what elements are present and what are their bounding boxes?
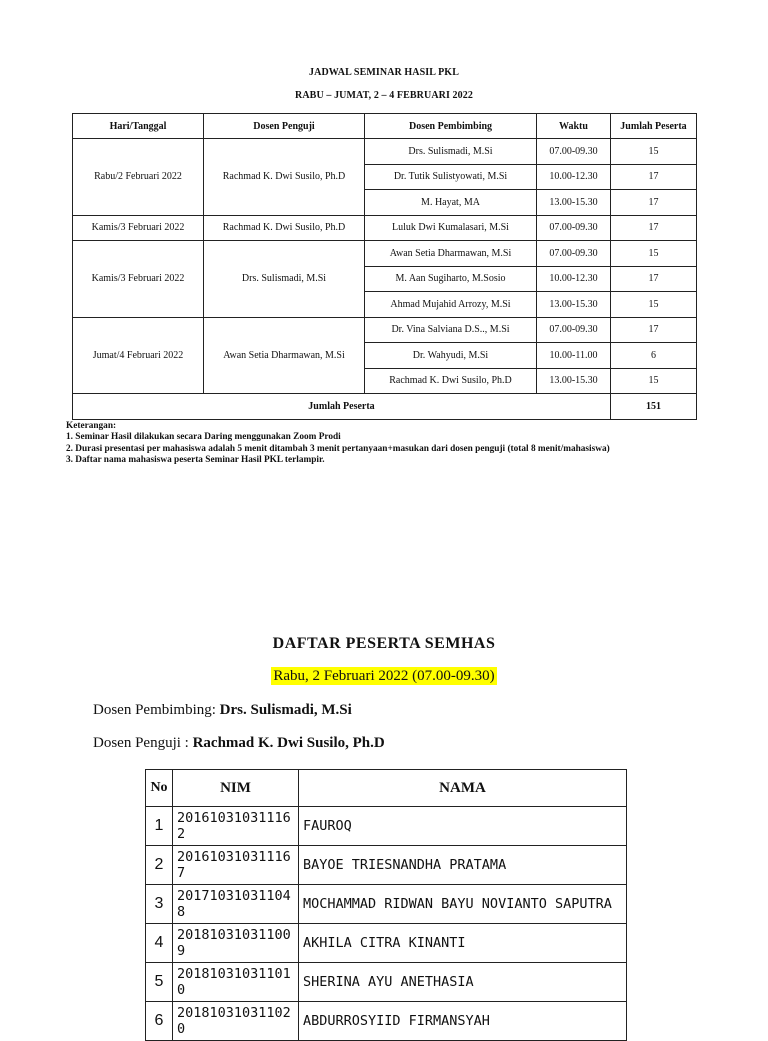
schedule-row: [73, 139, 697, 165]
row-nama: FAUROQ: [299, 807, 627, 846]
count-cell: 15: [611, 368, 697, 394]
time-cell: 10.00-12.30: [537, 266, 611, 292]
time-cell: 07.00-09.30: [537, 317, 611, 343]
header-no: No: [146, 770, 173, 807]
row-no: 4: [146, 924, 173, 963]
examiner-cell: Rachmad K. Dwi Susilo, Ph.D: [204, 215, 365, 241]
row-nim: 201810310311010: [173, 963, 299, 1002]
notes-heading: Keterangan:: [66, 421, 117, 431]
time-cell: 10.00-11.00: [537, 343, 611, 369]
row-no: 6: [146, 1002, 173, 1041]
advisor-cell: Dr. Vina Salviana D.S.., M.Si: [365, 317, 537, 343]
examiner-label: Dosen Penguji :: [93, 735, 193, 751]
day-cell: Kamis/3 Februari 2022: [73, 241, 204, 318]
header-nama: NAMA: [299, 770, 627, 807]
session-line: [0, 667, 768, 685]
examiner-name: Rachmad K. Dwi Susilo, Ph.D: [192, 735, 385, 751]
examiner-line: [93, 735, 385, 752]
day-cell: Kamis/3 Februari 2022: [73, 215, 204, 241]
table-row: [146, 807, 627, 846]
row-nama: AKHILA CITRA KINANTI: [299, 924, 627, 963]
session-highlight: Rabu, 2 Februari 2022 (07.00-09.30): [273, 668, 495, 684]
row-nama: BAYOE TRIESNANDHA PRATAMA: [299, 846, 627, 885]
time-cell: 07.00-09.30: [537, 139, 611, 165]
notes-section: [66, 421, 610, 467]
total-value: 151: [611, 394, 697, 420]
advisor-cell: Dr. Wahyudi, M.Si: [365, 343, 537, 369]
advisor-cell: Dr. Tutik Sulistyowati, M.Si: [365, 164, 537, 190]
header-examiner: Dosen Penguji: [204, 114, 365, 139]
schedule-row: [73, 241, 697, 267]
advisor-cell: Drs. Sulismadi, M.Si: [365, 139, 537, 165]
advisor-cell: Ahmad Mujahid Arrozy, M.Si: [365, 292, 537, 318]
participants-header-row: [146, 770, 627, 807]
advisor-line: [93, 702, 352, 719]
header-nim: NIM: [173, 770, 299, 807]
row-nim: 201610310311167: [173, 846, 299, 885]
row-no: 2: [146, 846, 173, 885]
row-no: 5: [146, 963, 173, 1002]
count-cell: 15: [611, 139, 697, 165]
time-cell: 13.00-15.30: [537, 292, 611, 318]
table-row: [146, 885, 627, 924]
day-cell: Jumat/4 Februari 2022: [73, 317, 204, 394]
table-row: [146, 1002, 627, 1041]
row-nim: 201810310311020: [173, 1002, 299, 1041]
advisor-cell: Awan Setia Dharmawan, M.Si: [365, 241, 537, 267]
row-nama: SHERINA AYU ANETHASIA: [299, 963, 627, 1002]
note-item: 3. Daftar nama mahasiswa peserta Seminar Hasil PKL terlampir.: [66, 455, 325, 466]
participants-table: [145, 769, 627, 1041]
count-cell: 6: [611, 343, 697, 369]
day-cell: Rabu/2 Februari 2022: [73, 139, 204, 216]
row-no: 3: [146, 885, 173, 924]
time-cell: 07.00-09.30: [537, 215, 611, 241]
advisor-label: Dosen Pembimbing:: [93, 702, 220, 718]
count-cell: 17: [611, 215, 697, 241]
time-cell: 13.00-15.30: [537, 368, 611, 394]
advisor-cell: M. Aan Sugiharto, M.Sosio: [365, 266, 537, 292]
advisor-cell: M. Hayat, MA: [365, 190, 537, 216]
row-nim: 201610310311162: [173, 807, 299, 846]
examiner-cell: Drs. Sulismadi, M.Si: [204, 241, 365, 318]
table-row: [146, 924, 627, 963]
examiner-cell: Awan Setia Dharmawan, M.Si: [204, 317, 365, 394]
count-cell: 15: [611, 292, 697, 318]
advisor-cell: Rachmad K. Dwi Susilo, Ph.D: [365, 368, 537, 394]
header-advisor: Dosen Pembimbing: [365, 114, 537, 139]
schedule-header-row: [73, 114, 697, 139]
examiner-cell: Rachmad K. Dwi Susilo, Ph.D: [204, 139, 365, 216]
row-no: 1: [146, 807, 173, 846]
header-time: Waktu: [537, 114, 611, 139]
note-item: 2. Durasi presentasi per mahasiswa adalah 5 menit ditambah 3 menit pertanyaan+masukan dari dosen penguji (total 8 menit/mahasiswa): [66, 443, 610, 454]
schedule-row: [73, 215, 697, 241]
time-cell: 07.00-09.30: [537, 241, 611, 267]
advisor-cell: Luluk Dwi Kumalasari, M.Si: [365, 215, 537, 241]
total-label: Jumlah Peserta: [73, 394, 611, 420]
schedule-title: JADWAL SEMINAR HASIL PKL: [309, 67, 459, 78]
row-nama: MOCHAMMAD RIDWAN BAYU NOVIANTO SAPUTRA: [299, 885, 627, 924]
schedule-subtitle: RABU – JUMAT, 2 – 4 FEBRUARI 2022: [295, 90, 473, 101]
schedule-table: [72, 113, 697, 420]
time-cell: 13.00-15.30: [537, 190, 611, 216]
schedule-total-row: [73, 394, 697, 420]
count-cell: 17: [611, 317, 697, 343]
advisor-name: Drs. Sulismadi, M.Si: [219, 702, 352, 718]
count-cell: 15: [611, 241, 697, 267]
count-cell: 17: [611, 190, 697, 216]
row-nim: 201710310311048: [173, 885, 299, 924]
note-item: 1. Seminar Hasil dilakukan secara Daring menggunakan Zoom Prodi: [66, 432, 341, 443]
header-count: Jumlah Peserta: [611, 114, 697, 139]
row-nama: ABDURROSYIID FIRMANSYAH: [299, 1002, 627, 1041]
table-row: [146, 846, 627, 885]
schedule-row: [73, 317, 697, 343]
count-cell: 17: [611, 266, 697, 292]
count-cell: 17: [611, 164, 697, 190]
table-row: [146, 963, 627, 1002]
participants-title: DAFTAR PESERTA SEMHAS: [272, 635, 496, 652]
row-nim: 201810310311009: [173, 924, 299, 963]
time-cell: 10.00-12.30: [537, 164, 611, 190]
header-day: Hari/Tanggal: [73, 114, 204, 139]
